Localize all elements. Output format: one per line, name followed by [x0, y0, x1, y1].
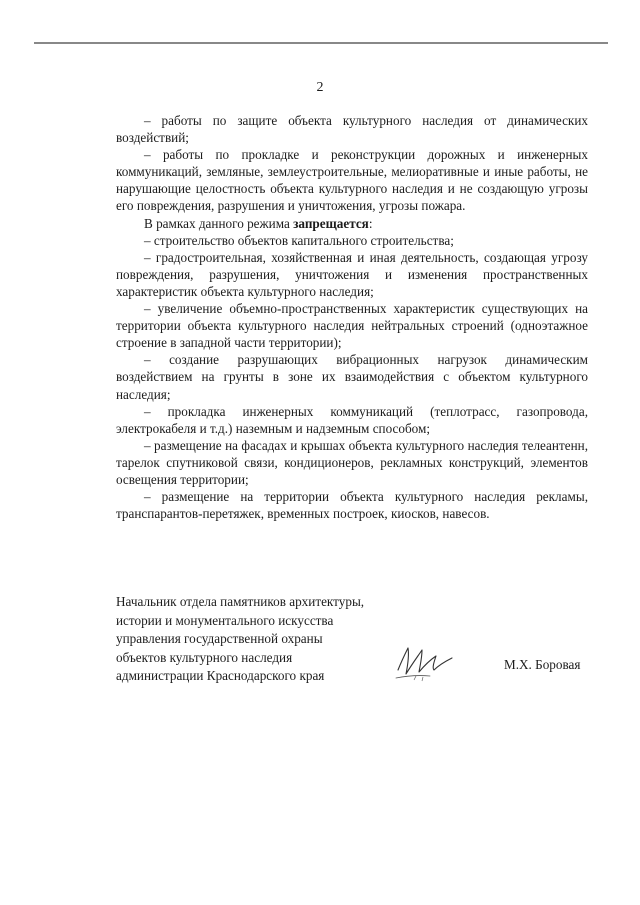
paragraph-facade-equipment: – размещение на фасадах и крышах объекта культурного наследия телеантенн, тарелок спутниковой связи, кондиционеров, рекламных конструкций, элементов освещения территории;: [116, 437, 588, 487]
paragraph-regime-heading: [116, 215, 588, 232]
paragraph-volume-increase: – увеличение объемно-пространственных характеристик существующих на территории объекта культурного наследия нейтральных строений (одноэтажное строение в западной части территории);: [116, 301, 588, 351]
paragraph-road-works: – работы по прокладке и реконструкции дорожных и инженерных коммуникаций, земляные, землеустроительные, мелиоративные и иные работы, не нарушающие целостность объекта культурного наследия и не создающую угрозы его повреждения, разрушения и уничтожения, угрозы пожара.: [116, 147, 588, 214]
signatory-title-line: истории и монументального искусства: [116, 612, 334, 628]
paragraph-vibration-loads: – создание разрушающих вибрационных нагрузок динамическим воздействием на грунты в зоне их взаимодействия с объектом культурного наследия;: [116, 352, 588, 402]
paragraph-dynamic-protection: – работы по защите объекта культурного наследия от динамических воздействий;: [116, 113, 588, 146]
document-body: [116, 112, 588, 522]
paragraph-urban-activity: – градостроительная, хозяйственная и иная деятельность, создающая угрозу повреждения, разрушения, уничтожения и изменения пространственных характеристик объекта культурного наследия;: [116, 249, 588, 299]
paragraph-utilities: – прокладка инженерных коммуникаций (теплотрасс, газопровода, электрокабеля и т.д.) наземным и надземным способом;: [116, 403, 588, 436]
paragraph-advertising: – размещение на территории объекта культурного наследия рекламы, транспарантов-перетяжек, временных построек, киосков, навесов.: [116, 489, 588, 522]
page-number: 2: [316, 80, 324, 95]
signatory-title: [116, 593, 396, 686]
regime-intro: В рамках данного режима: [144, 215, 294, 231]
signatory-title-line: объектов культурного наследия: [116, 649, 293, 665]
top-scan-border: [34, 42, 608, 44]
signatory-title-line: Начальник отдела памятников архитектуры,: [116, 594, 365, 609]
signer-name: М.Х. Боровая: [504, 657, 581, 672]
regime-colon: :: [368, 215, 373, 231]
handwritten-signature: [392, 640, 458, 684]
paragraph-capital-construction: – строительство объектов капитального строительства;: [144, 232, 454, 248]
signatory-title-line: управления государственной охраны: [116, 631, 323, 646]
signatory-title-line: администрации Краснодарского края: [116, 668, 325, 683]
regime-prohibited: запрещается: [293, 215, 369, 231]
